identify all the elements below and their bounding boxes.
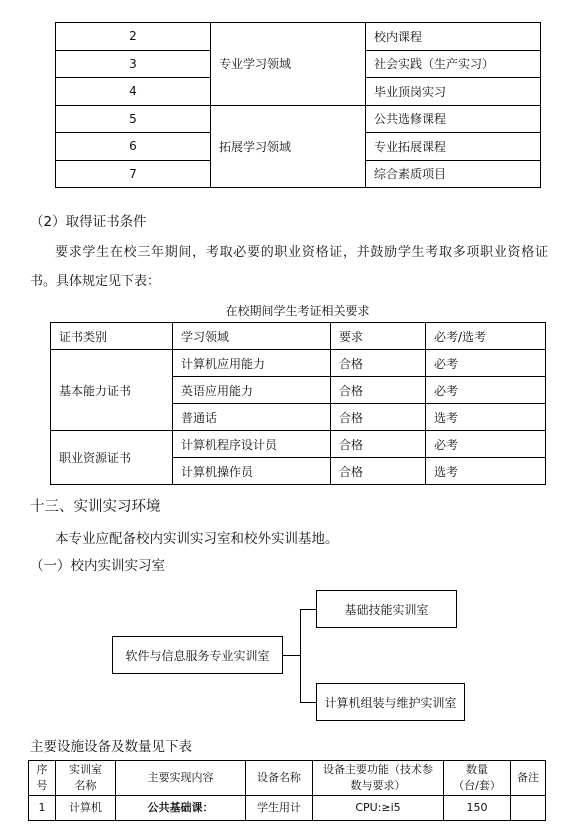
table-header-row [29,761,546,796]
requirement-cell: 合格 [331,350,426,377]
table-row [29,796,546,821]
area-cell: 计算机应用能力 [173,350,331,377]
table-row [56,105,541,133]
paragraph-line-1: 要求学生在校三年期间，考取必要的职业资格证，并鼓励学生考取多项职业资格证 [55,245,548,260]
device-spec-cell: CPU:≥i5 [313,796,444,821]
row-number: 2 [56,23,211,51]
exam-type-cell: 必考 [426,350,546,377]
section-subheading: （一）校内实训实习室 [30,558,165,574]
diagram-root-box: 软件与信息服务专业实训室 [112,636,283,674]
diagram-child-box: 基础技能实训室 [316,590,457,628]
paragraph-line-2: 书。具体规定见下表： [30,274,161,289]
course-name-cell: 专业拓展课程 [366,133,541,161]
table-row [51,350,546,377]
row-number: 1 [29,796,56,821]
exam-type-cell: 选考 [426,404,546,431]
certificate-heading: （2）取得证书条件 [30,214,147,230]
connector-line [300,609,316,610]
requirement-cell: 合格 [331,377,426,404]
requirement-cell: 合格 [331,458,426,485]
row-number: 5 [56,105,211,133]
course-name-cell: 综合素质项目 [366,160,541,188]
area-cell: 计算机程序设计员 [173,431,331,458]
connector-line [283,655,300,656]
connector-line [300,702,316,703]
column-header: 要求 [331,323,426,350]
equipment-caption: 主要设施设备及数量见下表 [30,739,192,755]
row-number: 6 [56,133,211,161]
column-header: 证书类别 [51,323,173,350]
column-header: 学习领域 [173,323,331,350]
certificate-table [50,322,546,485]
certificate-category-cell: 基本能力证书 [51,350,173,431]
device-name-cell: 学生用计 [246,796,313,821]
course-name-cell: 公共选修课程 [366,105,541,133]
diagram-child-box: 计算机组装与维护实训室 [316,683,465,721]
content-cell: 公共基础课： [116,796,246,821]
exam-type-cell: 必考 [426,377,546,404]
column-header: 数量 （台/套） [444,761,511,796]
requirement-cell: 合格 [331,404,426,431]
column-header: 备注 [511,761,546,796]
row-number: 3 [56,50,211,78]
course-name-cell: 毕业顶岗实习 [366,78,541,106]
quantity-cell: 150 [444,796,511,821]
area-cell: 普通话 [173,404,331,431]
table-row [51,431,546,458]
column-header: 实训室 名称 [56,761,116,796]
learning-area-cell: 专业学习领域 [211,23,366,106]
column-header: 必考/选考 [426,323,546,350]
area-cell: 计算机操作员 [173,458,331,485]
table-row [56,23,541,51]
exam-type-cell: 必考 [426,431,546,458]
course-area-table [55,22,541,188]
course-name-cell: 校内课程 [366,23,541,51]
section-intro: 本专业应配备校内实训实习室和校外实训基地。 [55,531,339,547]
column-header: 设备主要功能（技术参 数与要求） [313,761,444,796]
course-name-cell: 社会实践（生产实习） [366,50,541,78]
table-header-row [51,323,546,350]
row-number: 7 [56,160,211,188]
connector-line [300,609,301,703]
column-header: 设备名称 [246,761,313,796]
learning-area-cell: 拓展学习领域 [211,105,366,188]
section-heading: 十三、实训实习环境 [30,499,161,515]
column-header: 序 号 [29,761,56,796]
column-header: 主要实现内容 [116,761,246,796]
room-name-cell: 计算机 [56,796,116,821]
equipment-table [28,760,546,821]
requirement-cell: 合格 [331,431,426,458]
note-cell [511,796,546,821]
area-cell: 英语应用能力 [173,377,331,404]
certificate-category-cell: 职业资源证书 [51,431,173,485]
row-number: 4 [56,78,211,106]
certificate-table-title: 在校期间学生考证相关要求 [225,304,370,318]
exam-type-cell: 选考 [426,458,546,485]
